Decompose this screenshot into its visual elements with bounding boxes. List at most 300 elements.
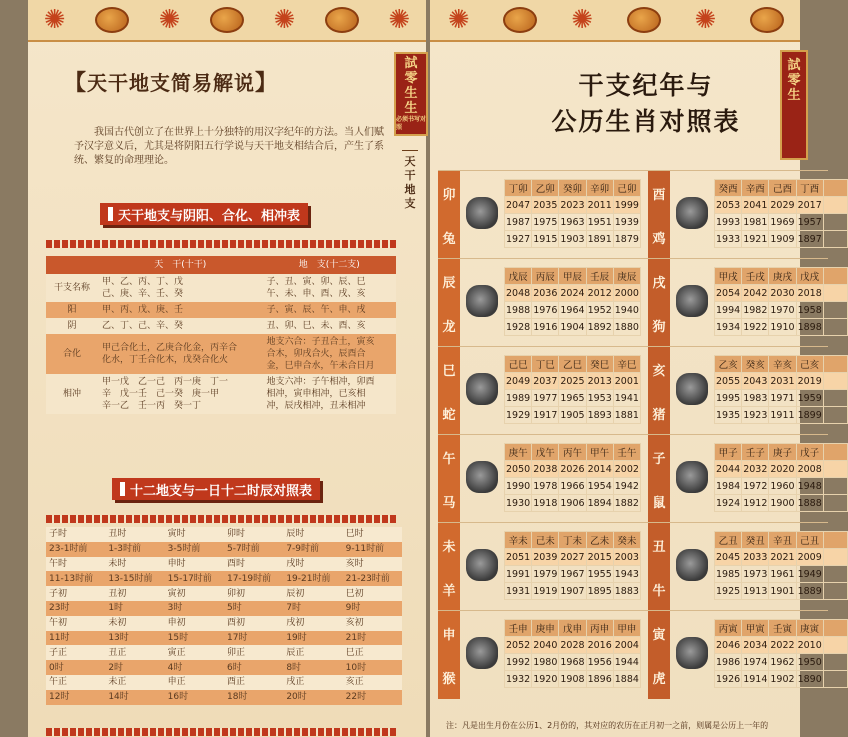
year-cell: 2020 [769,461,796,478]
table-row [46,557,402,572]
year-row [505,566,641,583]
zodiac-char: 辰 [442,275,456,291]
year-cell: 己亥 [796,356,823,373]
year-cell: 壬午 [613,444,640,461]
year-cell [823,180,847,197]
title-text: 天干地支简易解说 [87,71,256,95]
zodiac-animal-icon [466,461,498,493]
table-cell: 5-7时前 [224,542,283,557]
table-cell: 申正 [165,675,224,690]
year-row [715,231,848,248]
year-cell: 1950 [796,654,823,671]
year-cell: 2024 [559,285,586,302]
year-cell: 丙寅 [715,620,742,637]
year-cell: 戊辰 [505,268,532,285]
flower-icon: ✺ [571,5,594,35]
year-cell: 1896 [586,671,613,688]
year-cell: 1879 [613,231,640,248]
table-cell: 丑正 [105,645,164,660]
year-cell: 2023 [559,197,586,214]
year-cell: 1972 [742,478,769,495]
zodiac-cell [648,171,848,259]
year-cell: 2011 [586,197,613,214]
year-cell [823,285,847,302]
table-cell: 1时 [105,601,164,616]
table-cell: 戌初 [283,616,342,631]
side-char: 天 [404,155,416,168]
year-cell: 2016 [586,637,613,654]
decorative-border-bottom [46,728,396,736]
flower-icon: ✺ [273,5,296,35]
year-row [505,620,641,637]
year-cell: 戊申 [559,620,586,637]
year-row [715,532,848,549]
year-cell: 2045 [715,549,742,566]
year-grid [504,619,641,688]
year-row [715,268,848,285]
year-cell: 1881 [613,407,640,424]
year-row [505,654,641,671]
year-row [715,637,848,654]
zodiac-char: 未 [442,539,456,555]
year-cell: 1949 [796,566,823,583]
zodiac-char: 午 [442,451,456,467]
year-cell: 1974 [742,654,769,671]
table-cell: 17时 [224,631,283,646]
year-cell: 1999 [613,197,640,214]
table-cell: 酉时 [224,557,283,572]
year-row [505,197,641,214]
table-cell: 6时 [224,660,283,675]
zodiac-header [438,523,460,611]
year-cell [823,549,847,566]
year-cell: 1980 [532,654,559,671]
year-row [505,671,641,688]
bracket-right: 】 [255,70,279,96]
table-cell: 申初 [165,616,224,631]
decorative-border-top [430,0,800,42]
year-cell: 戊午 [532,444,559,461]
table-cell: 戌正 [283,675,342,690]
year-cell: 1963 [559,214,586,231]
zodiac-row [438,434,828,523]
year-cell: 1964 [559,302,586,319]
year-cell [823,390,847,407]
year-cell: 2031 [769,373,796,390]
year-cell: 2034 [742,637,769,654]
year-cell: 癸未 [613,532,640,549]
year-cell: 2042 [742,285,769,302]
year-cell: 1922 [742,319,769,336]
year-cell: 2018 [796,285,823,302]
year-cell: 1966 [559,478,586,495]
year-cell: 1903 [559,231,586,248]
year-cell: 1880 [613,319,640,336]
zodiac-header [438,171,460,259]
year-cell: 2028 [559,637,586,654]
red-seal [780,50,808,160]
year-cell [823,356,847,373]
year-cell [823,583,847,600]
zodiac-char: 酉 [652,187,666,203]
year-cell: 1895 [586,583,613,600]
year-cell: 1960 [769,478,796,495]
table-row [46,542,402,557]
zodiac-char: 龙 [442,319,456,335]
year-cell: 戊子 [796,444,823,461]
table-cell: 18时 [224,690,283,705]
year-cell: 2035 [532,197,559,214]
year-cell: 1956 [586,654,613,671]
year-cell: 2015 [586,549,613,566]
year-cell: 1973 [742,566,769,583]
year-cell: 2032 [742,461,769,478]
footnote: 注：凡是出生月份在公历1、2月份的，其对应的农历在正月初一之前，则属是公历上一年的 [446,721,769,730]
year-cell: 1965 [559,390,586,407]
year-cell: 辛巳 [613,356,640,373]
table-row [46,527,402,542]
zodiac-animal-icon [676,637,708,669]
year-row [715,285,848,302]
table-cell: 9-11时前 [343,542,402,557]
year-cell [823,461,847,478]
year-cell: 辛丑 [769,532,796,549]
year-cell: 2052 [505,637,532,654]
year-cell: 壬申 [505,620,532,637]
zodiac-cell [438,523,643,611]
year-cell: 2027 [559,549,586,566]
year-cell: 1990 [505,478,532,495]
table-cell: 辰初 [283,586,342,601]
year-cell: 1893 [586,407,613,424]
year-cell: 1905 [559,407,586,424]
year-cell: 癸酉 [715,180,742,197]
year-cell: 癸卯 [559,180,586,197]
year-cell [823,231,847,248]
zodiac-char: 申 [442,627,456,643]
year-row [505,356,641,373]
table-cell: 酉正 [224,675,283,690]
table-cell: 阴 [46,318,98,334]
year-cell [823,478,847,495]
year-grid [714,443,848,512]
year-cell: 辛卯 [586,180,613,197]
table-cell: 卯正 [224,645,283,660]
year-cell: 癸亥 [742,356,769,373]
year-cell: 1989 [505,390,532,407]
year-row [715,566,848,583]
rabbit-icon [503,7,537,33]
year-row [715,444,848,461]
zodiac-char: 鸡 [652,231,666,247]
zodiac-header [438,347,460,435]
table-cell: 辰正 [283,645,342,660]
zodiac-header [648,259,670,347]
year-cell: 己巳 [505,356,532,373]
year-cell: 己酉 [769,180,796,197]
table-cell: 辰时 [283,527,342,542]
side-vertical-label [402,150,418,211]
table-row [46,645,402,660]
year-row [505,180,641,197]
decorative-border-top [28,0,426,42]
table-cell: 21时 [343,631,402,646]
zodiac-char: 羊 [442,583,456,599]
year-cell: 1889 [796,583,823,600]
table-cell: 4时 [165,660,224,675]
table-cell: 亥时 [343,557,402,572]
year-cell [823,671,847,688]
year-cell: 1933 [715,231,742,248]
year-cell: 1971 [769,390,796,407]
red-seal [394,52,428,136]
year-cell: 2046 [715,637,742,654]
year-grid [504,179,641,248]
side-char: 支 [404,197,416,210]
year-cell: 1994 [715,302,742,319]
year-cell: 2047 [505,197,532,214]
table-cell: 甲一戊 乙一己 丙一庚 丁一 辛 戊一壬 己一癸 庚一甲 辛一乙 壬一丙 癸一丁 [98,374,263,414]
decorative-border [46,240,396,248]
year-row [715,197,848,214]
table-cell: 3时 [165,601,224,616]
year-cell: 1897 [796,231,823,248]
table-cell: 15时 [165,631,224,646]
year-grid [714,179,848,248]
shichen-table [46,527,402,705]
table-cell: 16时 [165,690,224,705]
table-row [46,274,396,302]
year-row [505,319,641,336]
year-row [505,444,641,461]
year-cell: 甲子 [715,444,742,461]
year-cell: 1948 [796,478,823,495]
year-cell: 2039 [532,549,559,566]
year-cell: 1892 [586,319,613,336]
year-row [505,407,641,424]
year-cell: 乙巳 [559,356,586,373]
year-cell: 1993 [715,214,742,231]
year-cell: 1942 [613,478,640,495]
year-cell: 己丑 [796,532,823,549]
table-cell: 寅初 [165,586,224,601]
year-cell [823,495,847,512]
year-grid [714,619,848,688]
table-cell: 地支六合：子丑合土，寅亥 合木，卯戌合火，辰酉合 金，巳申合水，午未合日月 [263,334,396,374]
year-row [715,478,848,495]
table-cell: 未正 [105,675,164,690]
table-row [46,631,402,646]
zodiac-animal-icon [676,461,708,493]
year-cell: 1977 [532,390,559,407]
zodiac-cell [648,611,848,699]
table-cell: 甲、乙、丙、丁、戊 己、庚、辛、壬、癸 [98,274,263,302]
rabbit-icon [750,7,784,33]
year-row [505,495,641,512]
year-row [505,285,641,302]
zodiac-char: 亥 [652,363,666,379]
year-cell: 甲戌 [715,268,742,285]
table-cell: 19-21时前 [283,571,342,586]
year-row [715,214,848,231]
table-cell: 子时 [46,527,105,542]
table-cell: 20时 [283,690,342,705]
year-cell: 2017 [796,197,823,214]
year-cell: 1983 [742,390,769,407]
right-page [430,0,822,737]
table-cell: 9时 [343,601,402,616]
zodiac-cell [438,435,643,523]
year-cell: 壬戌 [742,268,769,285]
zodiac-char: 卯 [442,187,456,203]
year-cell: 1953 [586,390,613,407]
year-cell: 2049 [505,373,532,390]
year-cell: 1944 [613,654,640,671]
year-cell [823,654,847,671]
year-cell: 2010 [796,637,823,654]
year-cell: 1927 [505,231,532,248]
year-row [505,583,641,600]
table-cell: 11-13时前 [46,571,105,586]
year-cell: 2002 [613,461,640,478]
year-cell: 乙亥 [715,356,742,373]
year-cell [823,444,847,461]
zodiac-char: 巳 [442,363,456,379]
table-cell: 子正 [46,645,105,660]
table-cell: 亥初 [343,616,402,631]
year-grid [504,355,641,424]
year-cell: 1961 [769,566,796,583]
year-cell: 1976 [532,302,559,319]
seal-char: 生 [404,86,418,101]
table-cell: 相冲 [46,374,98,414]
year-cell: 1952 [586,302,613,319]
year-cell: 2053 [715,197,742,214]
zodiac-char: 兔 [442,231,456,247]
year-cell: 1954 [586,478,613,495]
year-row [715,654,848,671]
table-cell: 酉初 [224,616,283,631]
year-cell: 1934 [715,319,742,336]
year-cell: 1909 [769,231,796,248]
year-grid [504,267,641,336]
year-cell: 丁巳 [532,356,559,373]
table-cell: 子初 [46,586,105,601]
year-row [505,549,641,566]
zodiac-char: 丑 [652,539,666,555]
year-cell: 丙辰 [532,268,559,285]
table-row [46,302,396,318]
year-row [505,373,641,390]
year-cell [823,197,847,214]
zodiac-cell [438,611,643,699]
table-cell: 巳初 [343,586,402,601]
zodiac-char: 猪 [652,407,666,423]
year-cell: 2001 [613,373,640,390]
year-cell: 2040 [532,637,559,654]
table-cell: 巳时 [343,527,402,542]
rabbit-icon [325,7,359,33]
year-cell: 1917 [532,407,559,424]
year-cell: 1906 [559,495,586,512]
year-cell: 1978 [532,478,559,495]
zodiac-row [438,610,828,699]
section-title-shichen: 十二地支与一日十二时辰对照表 [112,478,320,500]
table-cell: 甲、丙、戊、庚、壬 [98,302,263,318]
table-cell: 8时 [283,660,342,675]
zodiac-animal-icon [676,197,708,229]
year-row [715,180,848,197]
year-cell: 1899 [796,407,823,424]
year-cell: 1908 [559,671,586,688]
year-cell: 1951 [586,214,613,231]
table-header: 天 干(十干) [98,256,263,274]
year-cell: 1992 [505,654,532,671]
year-cell: 2051 [505,549,532,566]
chart-title-line2: 公历生肖对照表 [551,107,741,136]
year-cell: 1995 [715,390,742,407]
table-cell: 未时 [105,557,164,572]
chart-title-line1: 干支纪年与 [578,71,714,100]
table-cell: 3-5时前 [165,542,224,557]
zodiac-animal-icon [676,285,708,317]
year-cell: 1902 [769,671,796,688]
table-cell: 23-1时前 [46,542,105,557]
year-cell: 1958 [796,302,823,319]
zodiac-char: 虎 [652,671,666,687]
year-cell: 2021 [769,549,796,566]
year-cell: 2033 [742,549,769,566]
year-grid [714,267,848,336]
year-row [715,356,848,373]
table-cell: 子、丑、寅、卯、辰、巳 午、未、申、酉、戌、亥 [263,274,396,302]
zodiac-animal-icon [466,197,498,229]
year-row [505,231,641,248]
year-cell: 1975 [532,214,559,231]
year-cell [823,319,847,336]
zodiac-header [438,435,460,523]
year-cell: 1925 [715,583,742,600]
year-grid [714,531,848,600]
year-cell: 1940 [613,302,640,319]
year-cell: 1931 [505,583,532,600]
year-cell: 乙卯 [532,180,559,197]
year-cell: 庚寅 [796,620,823,637]
year-cell: 1907 [559,583,586,600]
year-row [505,478,641,495]
year-cell: 壬寅 [769,620,796,637]
table-header [46,256,98,274]
year-cell: 1985 [715,566,742,583]
rabbit-icon [95,7,129,33]
rabbit-icon [210,7,244,33]
zodiac-char: 鼠 [652,495,666,511]
table-cell: 22时 [343,690,402,705]
year-cell: 1921 [742,231,769,248]
table-row [46,334,396,374]
zodiac-header [648,347,670,435]
table-cell: 7时 [283,601,342,616]
year-row [715,407,848,424]
table-cell: 阳 [46,302,98,318]
year-cell: 癸丑 [742,532,769,549]
year-grid [504,531,641,600]
flower-icon: ✺ [447,5,470,35]
year-cell: 2000 [613,285,640,302]
year-cell: 1970 [769,302,796,319]
year-cell: 2038 [532,461,559,478]
year-cell: 2012 [586,285,613,302]
